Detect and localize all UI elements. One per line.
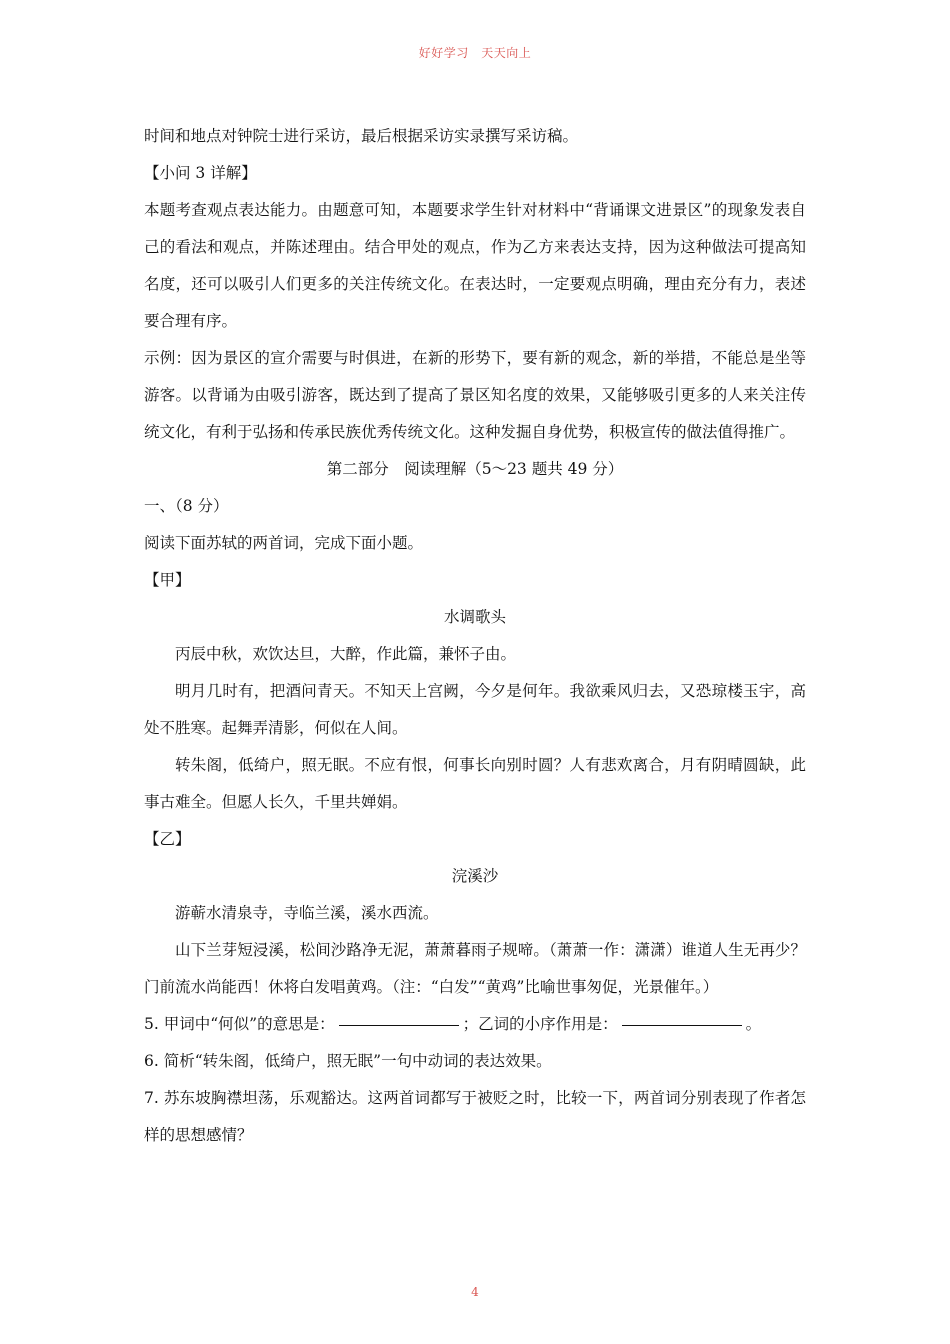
poem-a-stanza-2: 转朱阁，低绮户，照无眠。不应有恨，何事长向别时圆？人有悲欢离合，月有阴晴圆缺，此事古难全。但愿人长久，千里共婵娟。	[144, 756, 806, 811]
poem-a-stanza-1: 明月几时有，把酒问青天。不知天上宫阙，今夕是何年。我欲乘风归去，又恐琼楼玉宇，高处不胜寒。起舞弄清影，何似在人间。	[144, 682, 806, 737]
question-6: 6. 简析“转朱阁，低绮户，照无眠”一句中动词的表达效果。	[144, 1052, 552, 1070]
answer-explanation: 本题考查观点表达能力。由题意可知，本题要求学生针对材料中“背诵课文进景区”的现象发表自己的看法和观点，并陈述理由。结合甲处的观点，作为乙方来表达支持，因为这种做法可提高知名度，还可以吸引人们更多的关注传统文化。在表达时，一定要观点明确，理由充分有力，表述要合理有序。	[144, 201, 806, 330]
poem-b-label: 【乙】	[144, 830, 191, 848]
question-5-part-3: 。	[745, 1015, 762, 1033]
answer-continuation: 时间和地点对钟院士进行采访，最后根据采访实录撰写采访稿。	[144, 127, 579, 145]
poem-a-title: 水调歌头	[443, 608, 506, 626]
section-title: 第二部分 阅读理解（5～23 题共 49 分）	[326, 460, 624, 478]
poem-a-preface: 丙辰中秋，欢饮达旦，大醉，作此篇，兼怀子由。	[175, 645, 517, 663]
question-5-part-2: ；乙词的小序作用是：	[462, 1015, 618, 1033]
document-body	[144, 118, 806, 1154]
answer-blank-2[interactable]	[622, 1024, 742, 1026]
page-header: 好好学习 天天向上	[418, 46, 532, 60]
poem-a-label: 【甲】	[144, 571, 191, 589]
part-heading: 一、（8 分）	[144, 497, 229, 515]
question-5	[144, 1006, 806, 1043]
page-number: 4	[471, 1285, 479, 1299]
answer-example: 示例：因为景区的宣介需要与时俱进，在新的形势下，要有新的观念，新的举措，不能总是坐等游客。以背诵为由吸引游客，既达到了提高了景区知名度的效果，又能够吸引更多的人来关注传统文化，有利于弘扬和传承民族优秀传统文化。这种发掘自身优势，积极宣传的做法值得推广。	[144, 349, 806, 441]
poem-b-body: 山下兰芽短浸溪，松间沙路净无泥，萧萧暮雨子规啼。（萧萧一作：潇潇）谁道人生无再少？门前流水尚能西！休将白发唱黄鸡。（注：“白发”“黄鸡”比喻世事匆促，光景催年。）	[144, 941, 806, 996]
answer-blank-1[interactable]	[339, 1024, 459, 1026]
instruction: 阅读下面苏轼的两首词，完成下面小题。	[144, 534, 424, 552]
poem-b-title: 浣溪沙	[451, 867, 499, 885]
question-7: 7. 苏东坡胸襟坦荡，乐观豁达。这两首词都写于被贬之时，比较一下，两首词分别表现了作者怎样的思想感情？	[144, 1089, 806, 1144]
poem-b-preface: 游蕲水清泉寺，寺临兰溪，溪水西流。	[175, 904, 439, 922]
question-5-part-1: 5. 甲词中“何似”的意思是：	[144, 1015, 335, 1033]
subquestion-heading: 【小问 3 详解】	[144, 164, 257, 182]
